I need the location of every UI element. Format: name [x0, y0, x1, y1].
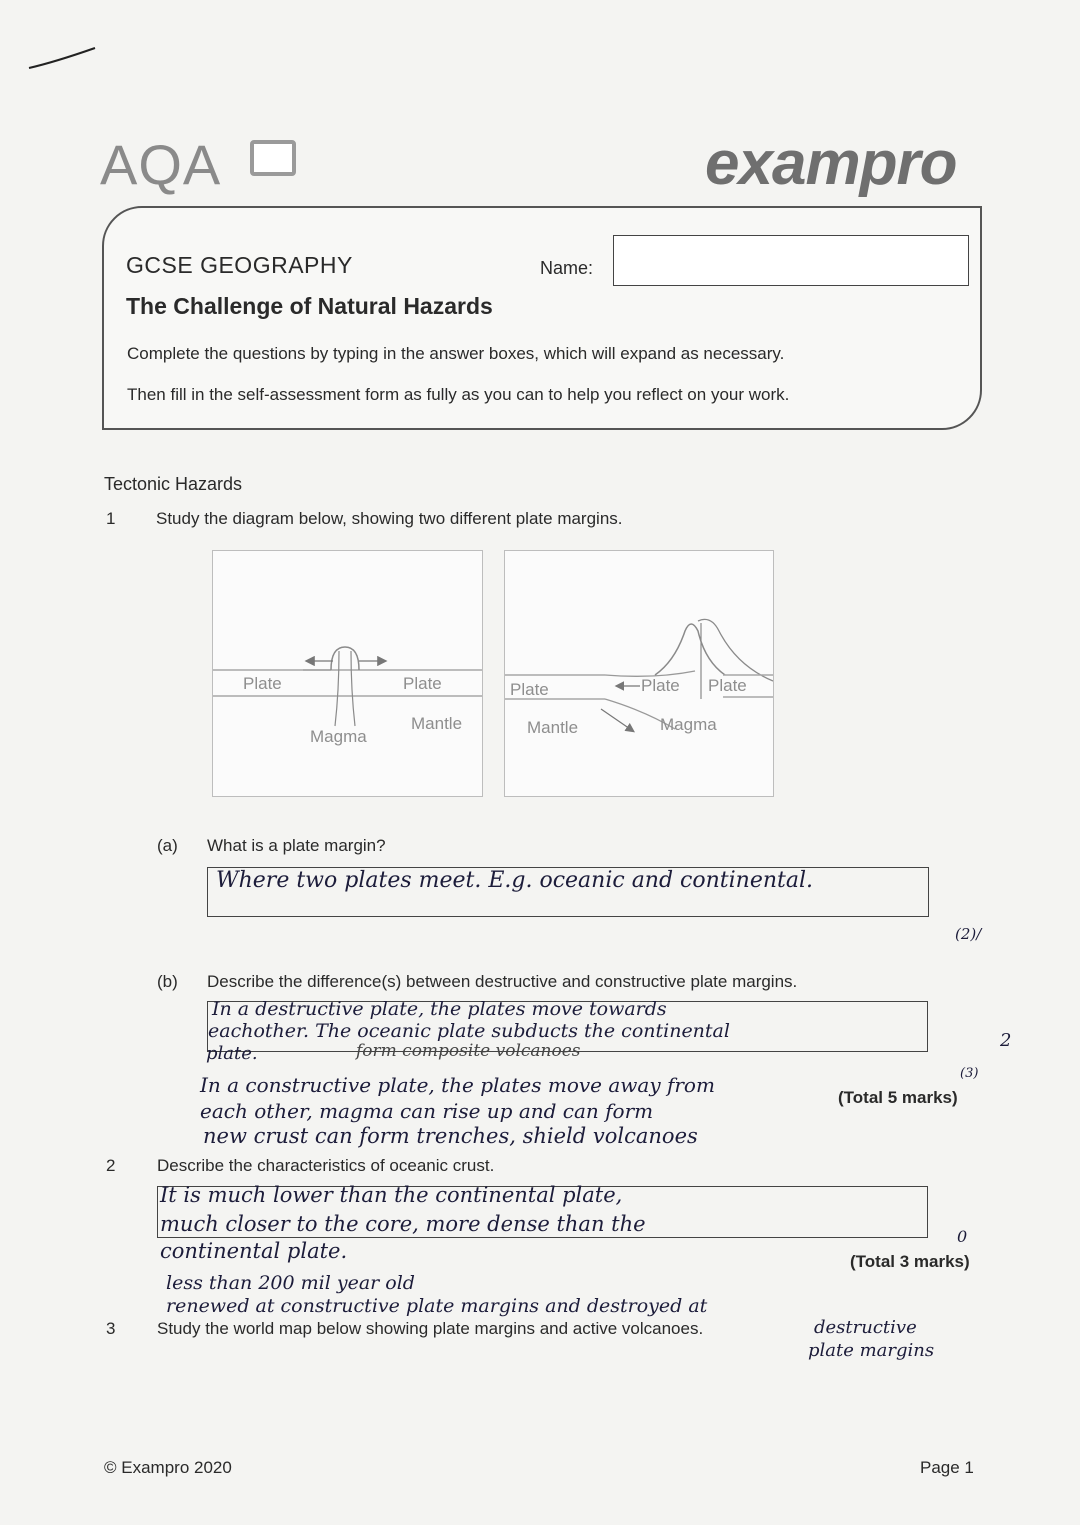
- subject-title: GCSE GEOGRAPHY: [126, 252, 353, 278]
- diagram-left-plate-label: Plate: [510, 680, 549, 699]
- question-1-text: Study the diagram below, showing two different plate margins.: [156, 509, 623, 528]
- page-number: Page 1: [920, 1458, 974, 1477]
- mark-1a: (2)/: [955, 925, 982, 943]
- question-2-text: Describe the characteristics of oceanic crust.: [157, 1156, 495, 1175]
- question-1a-label: (a): [157, 836, 178, 855]
- total-marks-q2: (Total 3 marks): [850, 1252, 970, 1271]
- aqa-logo: AQA: [100, 133, 222, 196]
- answer-2-line-5: renewed at constructive plate margins and destroyed at: [166, 1295, 708, 1317]
- destructive-margin-drawing: [505, 551, 773, 796]
- question-3-number: 3: [106, 1319, 116, 1338]
- question-1b-text: Describe the difference(s) between destructive and constructive plate margins.: [207, 972, 798, 991]
- answer-1b-line-1: In a destructive plate, the plates move towards: [212, 998, 667, 1020]
- diagram-mantle-label: Mantle: [527, 718, 579, 737]
- answer-1a-handwriting: Where two plates meet. E.g. oceanic and continental.: [216, 868, 814, 893]
- diagram-mantle-label: Mantle: [411, 714, 463, 733]
- name-input[interactable]: [613, 235, 969, 286]
- mark-1b: 2: [1000, 1030, 1012, 1051]
- section-title: Tectonic Hazards: [104, 474, 243, 494]
- aqa-logo-mark-icon: [250, 140, 296, 176]
- diagram-left-plate-label: Plate: [243, 674, 282, 693]
- answer-2-line-1: It is much lower than the continental plate,: [160, 1183, 623, 1207]
- footer-copyright: © Exampro 2020: [104, 1458, 232, 1477]
- mark-1b-small: (3): [960, 1066, 979, 1081]
- answer-2-line-4: less than 200 mil year old: [166, 1272, 415, 1294]
- diagram-right-plate-label: Plate: [708, 676, 747, 695]
- name-label: Name:: [540, 258, 594, 278]
- total-marks-q1: (Total 5 marks): [838, 1088, 958, 1107]
- mark-2: 0: [957, 1227, 968, 1246]
- diagram-right-plate-label: Plate: [403, 674, 442, 693]
- instruction-1: Complete the questions by typing in the answer boxes, which will expand as necessary.: [127, 344, 785, 363]
- answer-2-line-6: destructive: [814, 1317, 917, 1338]
- answer-1b-line-4: form composite volcanoes: [356, 1041, 581, 1061]
- diagram-destructive-panel: [504, 550, 774, 797]
- diagram-magma-label: Magma: [310, 727, 367, 746]
- answer-1b-line-7: new crust can form trenches, shield volcanoes: [203, 1124, 698, 1148]
- question-1a-text: What is a plate margin?: [207, 836, 386, 855]
- diagram-constructive-panel: [212, 550, 483, 797]
- exampro-logo: exampro: [705, 129, 957, 198]
- answer-2-line-7: plate margins: [808, 1340, 935, 1361]
- diagram-mid-plate-label: Plate: [641, 676, 680, 695]
- answer-1b-line-5: In a constructive plate, the plates move away from: [200, 1073, 715, 1097]
- answer-2-line-2: much closer to the core, more dense than the: [160, 1212, 646, 1236]
- answer-1b-line-6: each other, magma can rise up and can form: [200, 1099, 654, 1123]
- diagram-magma-label: Magma: [660, 715, 717, 734]
- instruction-2: Then fill in the self-assessment form as fully as you can to help you reflect on your work.: [127, 385, 790, 404]
- question-1b-label: (b): [157, 972, 178, 991]
- unit-title: The Challenge of Natural Hazards: [126, 293, 493, 319]
- answer-1b-line-2: eachother. The oceanic plate subducts the continental: [208, 1020, 730, 1042]
- question-1-number: 1: [106, 509, 116, 528]
- answer-1b-line-3: plate.: [206, 1043, 258, 1064]
- question-2-number: 2: [106, 1156, 116, 1175]
- pen-stroke: [25, 42, 105, 76]
- question-3-text: Study the world map below showing plate margins and active volcanoes.: [157, 1319, 704, 1338]
- answer-2-line-3: continental plate.: [160, 1239, 348, 1263]
